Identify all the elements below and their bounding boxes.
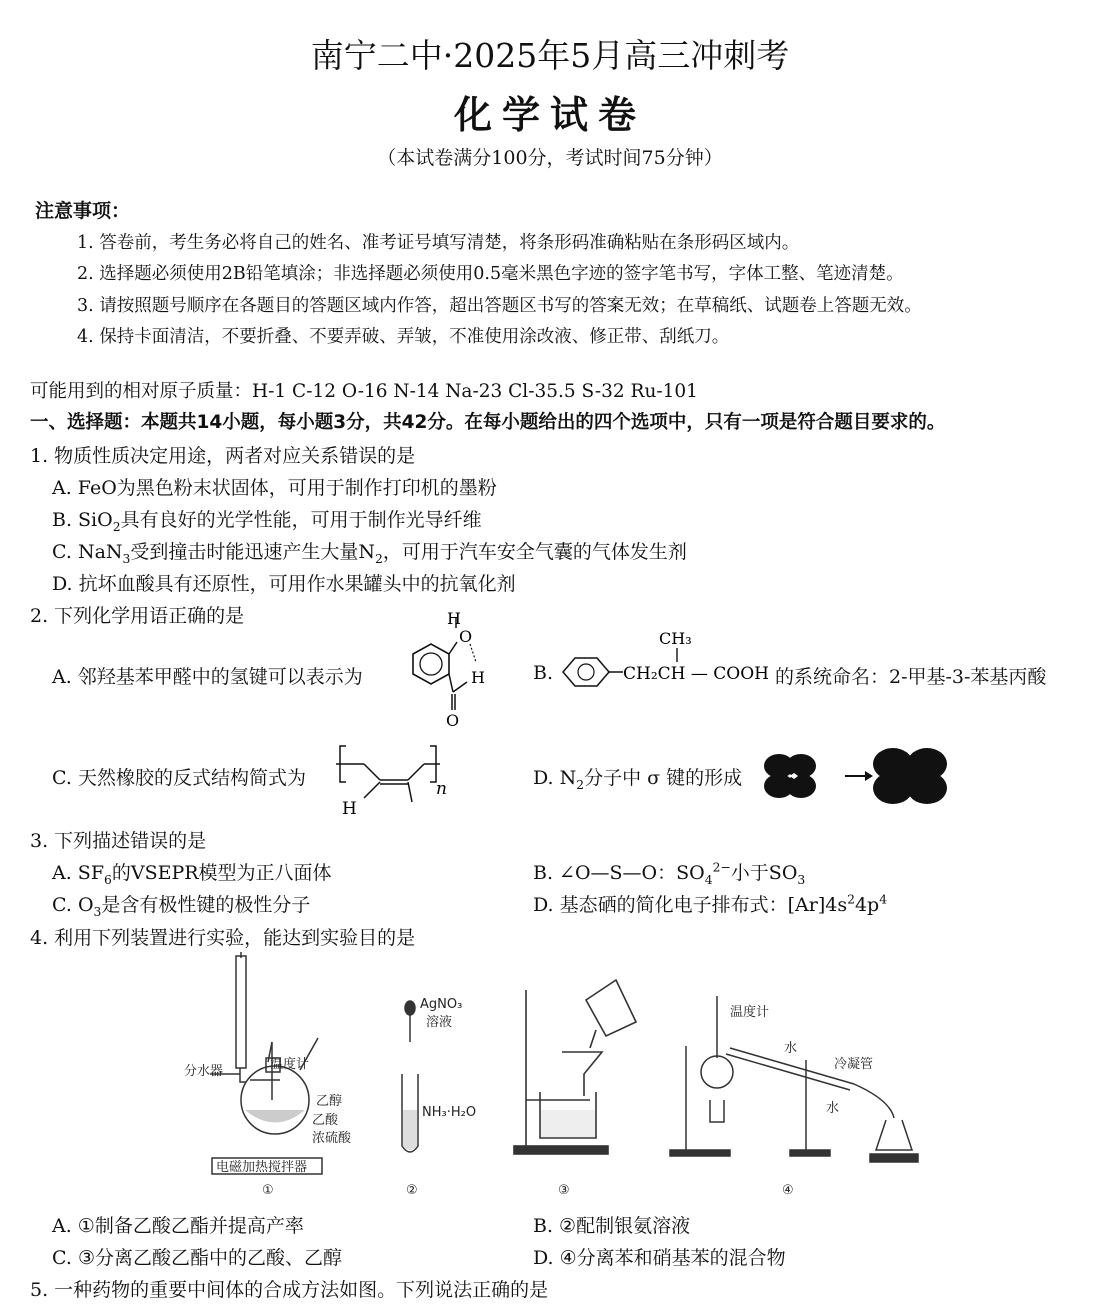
q2-option-c: C. 天然橡胶的反式结构简式为 bbox=[52, 767, 306, 789]
notice-item: 3. 请按照题号顺序在各题目的答题区域内作答，超出答题区书写的答案无效；在草稿纸、试题卷上答题无效。 bbox=[77, 296, 922, 316]
q1-option-a: A. FeO为黑色粉末状固体，可用于制作打印机的墨粉 bbox=[52, 477, 497, 499]
q1-option-b: B. SiO$_2$具有良好的光学性能，可用于制作光导纤维 bbox=[52, 509, 482, 534]
rubber-h-label: H bbox=[342, 799, 357, 819]
salicylaldehyde-structure bbox=[385, 609, 495, 730]
q4-option-b: B. ②配制银氨溶液 bbox=[533, 1215, 691, 1237]
q4-option-a: A. ①制备乙酸乙酯并提高产率 bbox=[52, 1215, 304, 1237]
apparatus-4-number: ④ bbox=[782, 1183, 794, 1198]
solution-label: 溶液 bbox=[426, 1015, 453, 1030]
phenyl-propanoic-structure bbox=[555, 624, 775, 694]
q2-option-d: D. $N_2$分子中 σ 键的形成 bbox=[533, 767, 743, 792]
hydroxyl-h-label: H bbox=[447, 609, 461, 628]
q4-option-c: C. ③分离乙酸乙酯中的乙酸、乙醇 bbox=[52, 1247, 342, 1269]
q4-stem: 4. 利用下列装置进行实验，能达到实验目的是 bbox=[30, 927, 416, 949]
q2-option-a: A. 邻羟基苯甲醛中的氢键可以表示为 bbox=[52, 666, 363, 688]
apparatus-3 bbox=[514, 980, 636, 1154]
methyl-label: CH₃ bbox=[659, 629, 692, 648]
agno3-label: AgNO₃ bbox=[420, 997, 463, 1012]
q3-stem: 3. 下列描述错误的是 bbox=[30, 830, 207, 852]
notice-heading: 注意事项： bbox=[35, 200, 131, 222]
q2-option-b-text: 的系统命名：2-甲基-3-苯基丙酸 bbox=[775, 666, 1047, 688]
acetic-label: 乙酸 bbox=[312, 1113, 339, 1128]
natural-rubber-structure bbox=[334, 742, 447, 819]
nh3-label: NH₃·H₂O bbox=[422, 1105, 477, 1120]
q2-option-b-label: B. bbox=[533, 662, 554, 684]
condenser-label: 冷凝管 bbox=[834, 1057, 874, 1072]
q3-option-b: B. ∠O—S—O：$SO_4^{2-}$小于$SO_3$ bbox=[533, 860, 806, 887]
aldehyde-o-label: O bbox=[446, 711, 460, 730]
exam-info: （本试卷满分100分，考试时间75分钟） bbox=[377, 147, 723, 169]
school-exam-title: 南宁二中·2025年5月高三冲刺考 bbox=[310, 36, 790, 75]
repeat-n-label: n bbox=[436, 779, 447, 799]
section-heading: 一、选择题：本题共14小题，每小题3分，共42分。在每小题给出的四个选项中，只有一项是符合题目要求的。 bbox=[30, 412, 946, 433]
stirrer-label: 电磁加热搅拌器 bbox=[216, 1160, 308, 1175]
q1-option-c: C. NaN$_3$受到撞击时能迅速产生大量$N_2$，可用于汽车安全气囊的气体发生剂 bbox=[52, 541, 687, 566]
q1-option-d: D. 抗坏血酸具有还原性，可用作水果罐头中的抗氧化剂 bbox=[52, 573, 516, 595]
notice-item: 2. 选择题必须使用2B铅笔填涂；非选择题必须使用0.5毫米黑色字迹的签字笔书写，字体工整、笔迹清楚。 bbox=[77, 264, 904, 284]
sigma-bond-diagram bbox=[763, 742, 955, 808]
subject-title: 化学试卷 bbox=[453, 92, 646, 137]
apparatus-4 bbox=[670, 996, 918, 1162]
q2-stem: 2. 下列化学用语正确的是 bbox=[30, 605, 245, 627]
q3-option-c: C. $O_3$是含有极性键的极性分子 bbox=[52, 894, 311, 919]
q1-stem: 1. 物质性质决定用途，两者对应关系错误的是 bbox=[30, 445, 416, 467]
notice-item: 1. 答卷前，考生务必将自己的姓名、准考证号填写清楚，将条形码准确粘贴在条形码区域内。 bbox=[77, 233, 800, 253]
atomic-masses: 可能用到的相对原子质量：H-1 C-12 O-16 N-14 Na-23 Cl-35.5 S-32 Ru-101 bbox=[30, 381, 698, 402]
separator-label: 分水器 bbox=[184, 1064, 224, 1079]
water-in-label: 水 bbox=[784, 1041, 798, 1056]
ethanol-label: 乙醇 bbox=[316, 1094, 343, 1109]
q4-apparatus-figure bbox=[170, 950, 930, 1202]
chain-label: CH₂CH — COOH bbox=[623, 664, 769, 684]
hydroxyl-o-label: O bbox=[459, 627, 473, 646]
apparatus-1-number: ① bbox=[262, 1183, 274, 1198]
q5-stem: 5. 一种药物的重要中间体的合成方法如图。下列说法正确的是 bbox=[30, 1279, 549, 1301]
thermometer-label: 温度计 bbox=[270, 1057, 310, 1072]
aldehyde-h-label: H bbox=[471, 668, 485, 687]
q3-option-a: A. $SF_6$的VSEPR模型为正八面体 bbox=[52, 862, 332, 887]
apparatus-3-number: ③ bbox=[558, 1183, 570, 1198]
water-out-label: 水 bbox=[826, 1101, 840, 1116]
q4-option-d: D. ④分离苯和硝基苯的混合物 bbox=[533, 1247, 786, 1269]
notice-item: 4. 保持卡面清洁，不要折叠、不要弄破、弄皱，不准使用涂改液、修正带、刮纸刀。 bbox=[77, 327, 730, 347]
thermometer-2-label: 温度计 bbox=[730, 1005, 770, 1020]
q3-option-d: D. 基态硒的简化电子排布式：$[Ar]4s^24p^4$ bbox=[533, 892, 888, 916]
apparatus-2-number: ② bbox=[406, 1183, 418, 1198]
sulfuric-label: 浓硫酸 bbox=[312, 1131, 352, 1146]
apparatus-2 bbox=[402, 1001, 418, 1152]
